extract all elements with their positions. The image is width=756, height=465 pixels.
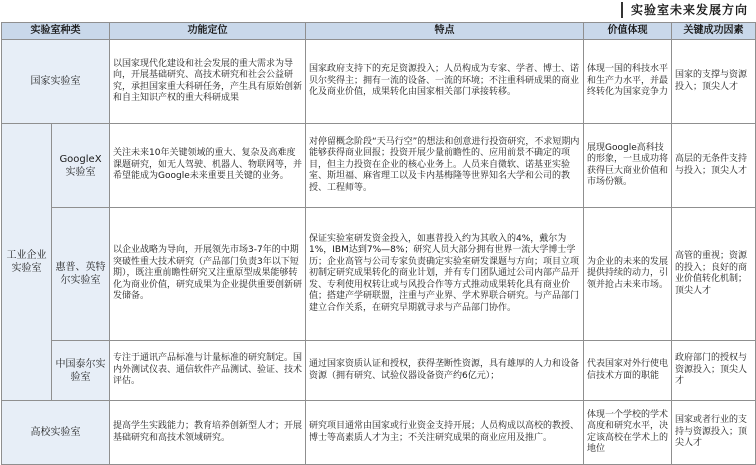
table-row-national (2, 40, 756, 124)
header-features: 特点 (306, 23, 584, 40)
cell-success-hp-intel: 高管的重视；资源的投入；良好的商业价值转化机制；顶尖人才 (672, 208, 756, 341)
row-subcategory-hp-intel: 惠普、英特尔实验室 (52, 208, 110, 341)
cell-value-university: 体现一个学校的学术高度和研究水平，决定该高校在学术上的地位 (584, 401, 672, 465)
cell-success-university: 国家或者行业的支持与资源投入；顶尖人才 (672, 401, 756, 465)
table-row-university (2, 401, 756, 465)
cell-value-google: 展现Google高科技的形象，一旦成功将获得巨大商业价值和市场份额。 (584, 124, 672, 208)
cell-success-national: 国家的支撑与资源投入；顶尖人才 (672, 40, 756, 124)
row-subcategory-china-tail: 中国泰尔实验室 (52, 341, 110, 401)
header-function: 功能定位 (110, 23, 306, 40)
cell-function-national: 以国家现代化建设和社会发展的重大需求为导向，开展基础研究、高技术研究和社会公益研究，承担国家重大科研任务，产生具有原始创新和自主知识产权的重大科研成果 (110, 40, 306, 124)
page-title: 实验室未来发展方向 (621, 2, 748, 18)
cell-features-national: 国家政府支持下的充足资源投入；人员构成为专家、学者、博士、诺贝尔奖得主；拥有一流的设备、一流的环境；不注重科研成果的商业化及商业价值，成果转化由国家相关部门承接转移。 (306, 40, 584, 124)
row-category-national: 国家实验室 (2, 40, 110, 124)
cell-features-university: 研究项目通常由国家或行业资金支持开展；人员构成以高校的教授、博士等高素质人才为主；不关注研究成果的商业应用及推广。 (306, 401, 584, 465)
row-subcategory-google: GoogleX实验室 (52, 124, 110, 208)
lab-comparison-table (1, 22, 756, 465)
cell-function-university: 提高学生实践能力；教育培养创新型人才；开展基础研究和高技术领域研究。 (110, 401, 306, 465)
header-success: 关键成功因素 (672, 23, 756, 40)
cell-value-hp-intel: 为企业的未来的发展提供持续的动力，引领并抢占未来市场。 (584, 208, 672, 341)
header-type: 实验室种类 (2, 23, 110, 40)
cell-features-google: 对停留概念阶段“天马行空”的想法和创意进行投资研究，不求短期内能够获得商业回报；投资开展少量前瞻性的、应用前景不确定的项目，但主力投资在企业的核心业务上。人员来自微软、诺基亚实验室、斯坦福、麻省理工以及卡内基梅隆等世界知名大学和公司的教授、工程师等。 (306, 124, 584, 208)
table-row-hp-intel (2, 208, 756, 341)
row-category-university: 高校实验室 (2, 401, 110, 465)
cell-success-google: 高层的无条件支持与投入；顶尖人才 (672, 124, 756, 208)
cell-function-google: 关注未来10年关键领域的重大、复杂及高难度课题研究，如无人驾驶、机器人、物联网等，并希望能成为Google未来重要且关键的业务。 (110, 124, 306, 208)
cell-success-china-tail: 政府部门的授权与资源投入；顶尖人才 (672, 341, 756, 401)
header-value: 价值体现 (584, 23, 672, 40)
cell-value-china-tail: 代表国家对外行使电信技术方面的职能 (584, 341, 672, 401)
table-row-google (2, 124, 756, 208)
cell-features-hp-intel: 保证实验室研发资金投入，如惠普投入约为其收入的4%，戴尔为1%，IBM达到7%—8%；研究人员大部分拥有世界一流大学博士学历；企业高管与公司专家负责确定实验室研发课题与方向；项目立项初制定研究成果转化的商业计划，并有专门团队通过公司内部产品开发、专利使用权转让或与风投合作等方式推动成果转化具有商业价值；搭建产学研联盟，注重与产业界、学术界联合研究。与产品部门建立合作关系，在研究早期就寻求与产品部门协作。 (306, 208, 584, 341)
table-header-row (2, 23, 756, 40)
cell-value-national: 体现一国的科技水平和生产力水平，并最终转化为国家竞争力 (584, 40, 672, 124)
cell-features-china-tail: 通过国家资质认证和授权，获得垄断性资源，具有雄厚的人力和设备资源（拥有研究、试验仪器设备资产约6亿元）； (306, 341, 584, 401)
row-category-industry: 工业企业实验室 (2, 124, 52, 401)
cell-function-china-tail: 专注于通讯产品标准与计量标准的研究制定。国内外测试仪表、通信软件产品测试、验证、技术评估。 (110, 341, 306, 401)
cell-function-hp-intel: 以企业战略为导向，开展领先市场3-7年的中期突破性重大技术研究（产品部门负责3年以下短期），既注重前瞻性研究又注重原型成果能够转化为商业价值，研究成果为企业提供重要创新研发储备。 (110, 208, 306, 341)
table-row-china-tail (2, 341, 756, 401)
